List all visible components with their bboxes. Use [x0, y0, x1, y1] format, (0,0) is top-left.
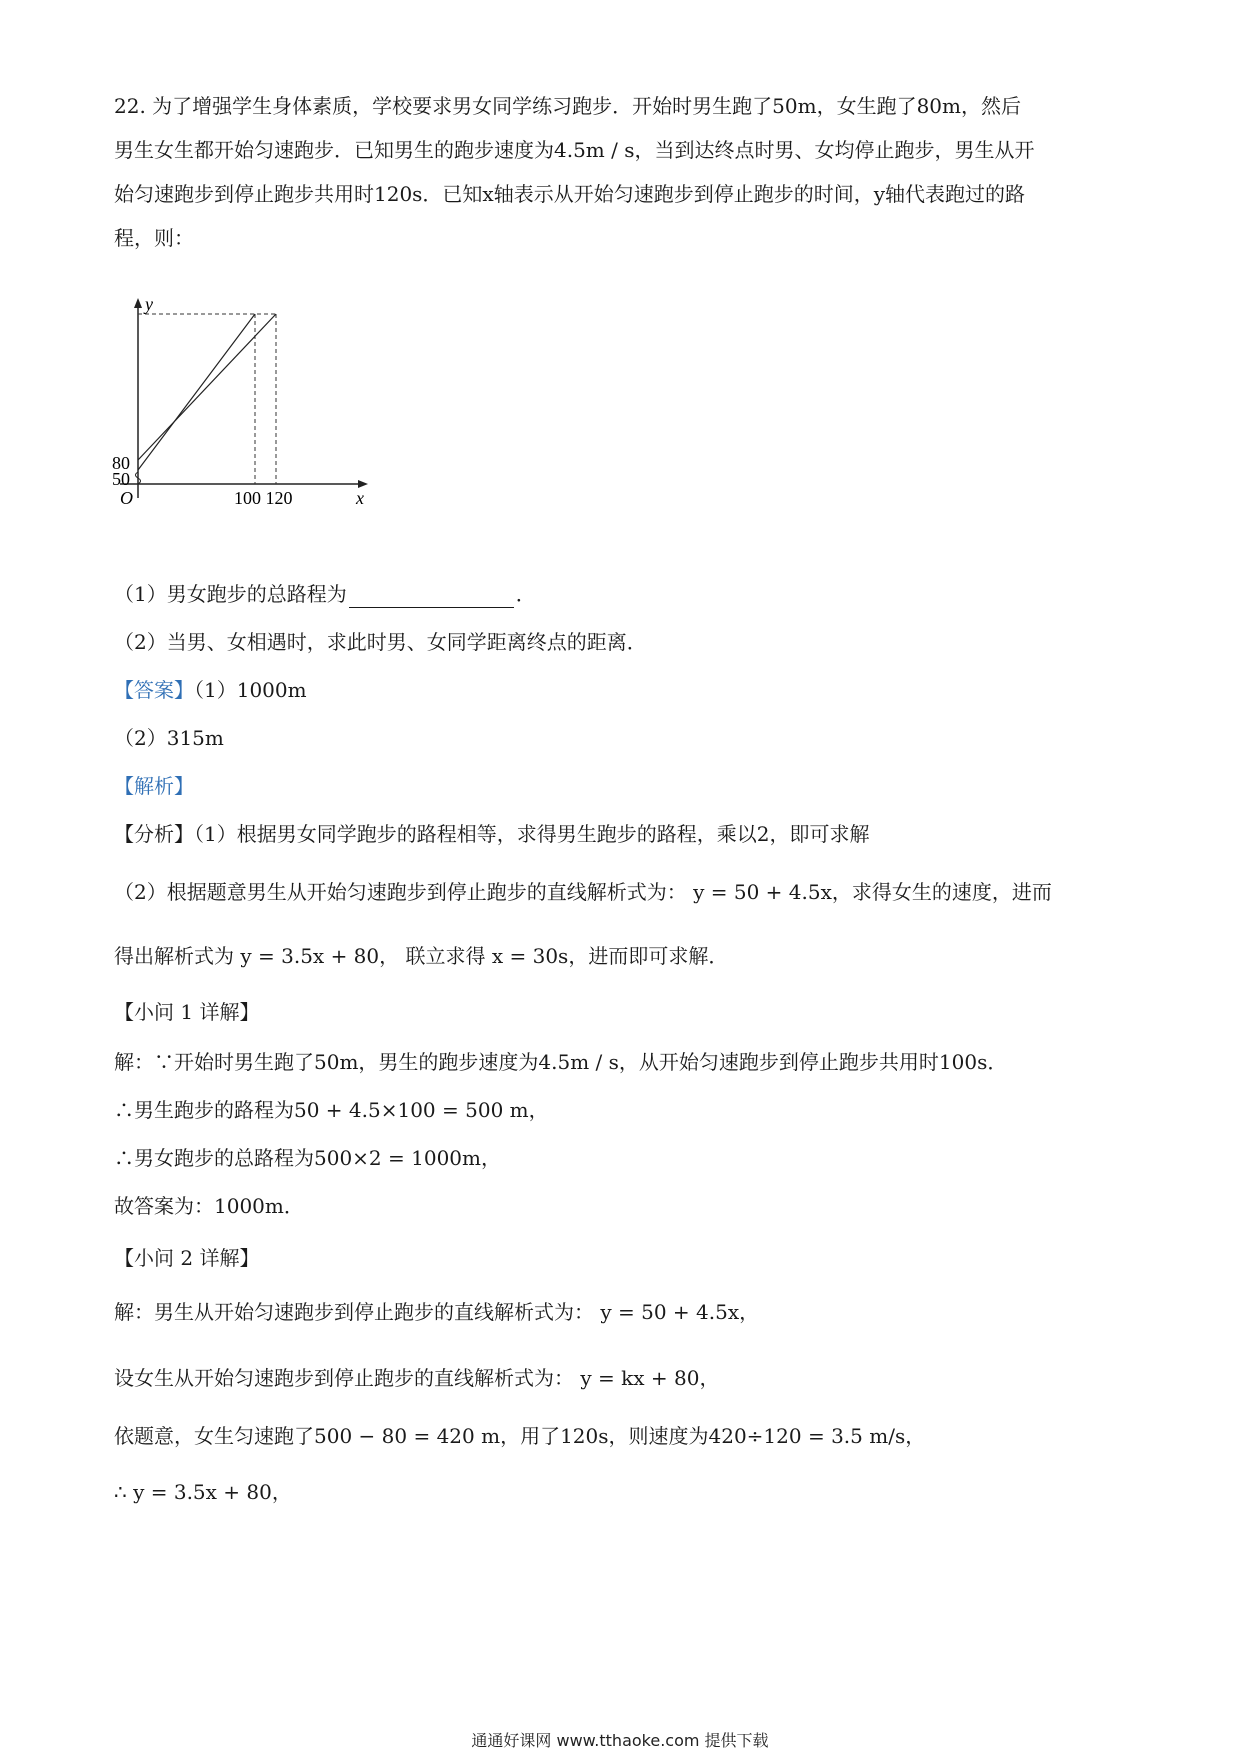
x-axis-arrow: [358, 480, 368, 488]
question-1-suffix: ．: [515, 582, 536, 606]
fenxi-line-3: 得出解析式为 y = 3.5x + 80， 联立求得 x = 30s，进而即可求解．: [114, 944, 729, 968]
x-axis-label: x: [356, 488, 364, 508]
y-axis-label: y: [145, 298, 153, 314]
detail-1-line-3: ∴男女跑步的总路程为500×2 = 1000m，: [114, 1146, 501, 1170]
detail-1-line-4: 故答案为：1000m．: [114, 1194, 304, 1218]
detail-2-line-1: 解：男生从开始匀速跑步到停止跑步的直线解析式为： y = 50 + 4.5x，: [114, 1300, 760, 1324]
problem-line-3: 始匀速跑步到停止跑步共用时120s．已知x轴表示从开始匀速跑步到停止跑步的时间，y轴代表跑过的路: [114, 182, 1026, 206]
answer-1: （1）1000m: [194, 678, 307, 702]
fenxi-1: （1）根据男女同学跑步的路程相等，求得男生跑步的路程，乘以2，即可求解: [194, 822, 870, 846]
y-tick-80: 80: [112, 453, 130, 473]
detail-1-line-2: ∴男生跑步的路程为50 + 4.5×100 = 500 m，: [114, 1098, 549, 1122]
footer-source: 通通好课网 www.tthaoke.com 提供下载: [471, 1731, 769, 1750]
origin-label: O: [120, 488, 133, 508]
answer-2: （2）315m: [114, 726, 224, 750]
detail-2-line-2: 设女生从开始匀速跑步到停止跑步的直线解析式为： y = kx + 80，: [114, 1366, 720, 1390]
answer-tag: 【答案】: [114, 678, 194, 702]
boy-line: [138, 314, 255, 470]
y-axis-arrow: [134, 298, 142, 308]
problem-line-2: 男生女生都开始匀速跑步．已知男生的跑步速度为4.5m / s，当到达终点时男、女均停止跑步，男生从开: [114, 138, 1035, 162]
fenxi-line-1: [114, 820, 869, 848]
answer-line-1: [114, 676, 307, 704]
fenxi-line-2: （2）根据题意男生从开始匀速跑步到停止跑步的直线解析式为： y = 50 + 4.5x，求得女生的速度，进而: [114, 880, 1052, 904]
question-1: [114, 580, 536, 608]
problem-line-4: 程，则：: [114, 226, 194, 250]
detail-2-line-3: 依题意，女生匀速跑了500 − 80 = 420 m，用了120s，则速度为420÷120 = 3.5 m/s，: [114, 1424, 926, 1448]
question-1-prefix: （1）男女跑步的总路程为: [114, 582, 347, 606]
detail-1-line-1: 解：∵开始时男生跑了50m，男生的跑步速度为4.5m / s，从开始匀速跑步到停止跑步共用时100s．: [114, 1050, 1008, 1074]
distance-time-graph: [100, 298, 390, 510]
detail-1-title: 【小问 1 详解】: [114, 1000, 260, 1024]
x-tick-labels: 100 120: [234, 488, 293, 508]
question-2: （2）当男、女相遇时，求此时男、女同学距离终点的距离．: [114, 630, 647, 654]
fenxi-tag: 【分析】: [114, 822, 194, 846]
detail-2-line-4: ∴ y = 3.5x + 80，: [114, 1480, 292, 1504]
answer-blank: [349, 585, 514, 608]
analysis-tag: 【解析】: [114, 774, 194, 798]
detail-2-title: 【小问 2 详解】: [114, 1246, 260, 1270]
problem-line-1: 22. 为了增强学生身体素质，学校要求男女同学练习跑步．开始时男生跑了50m，女生跑了80m，然后: [114, 94, 1021, 118]
y-tick-50: 50: [112, 469, 130, 489]
